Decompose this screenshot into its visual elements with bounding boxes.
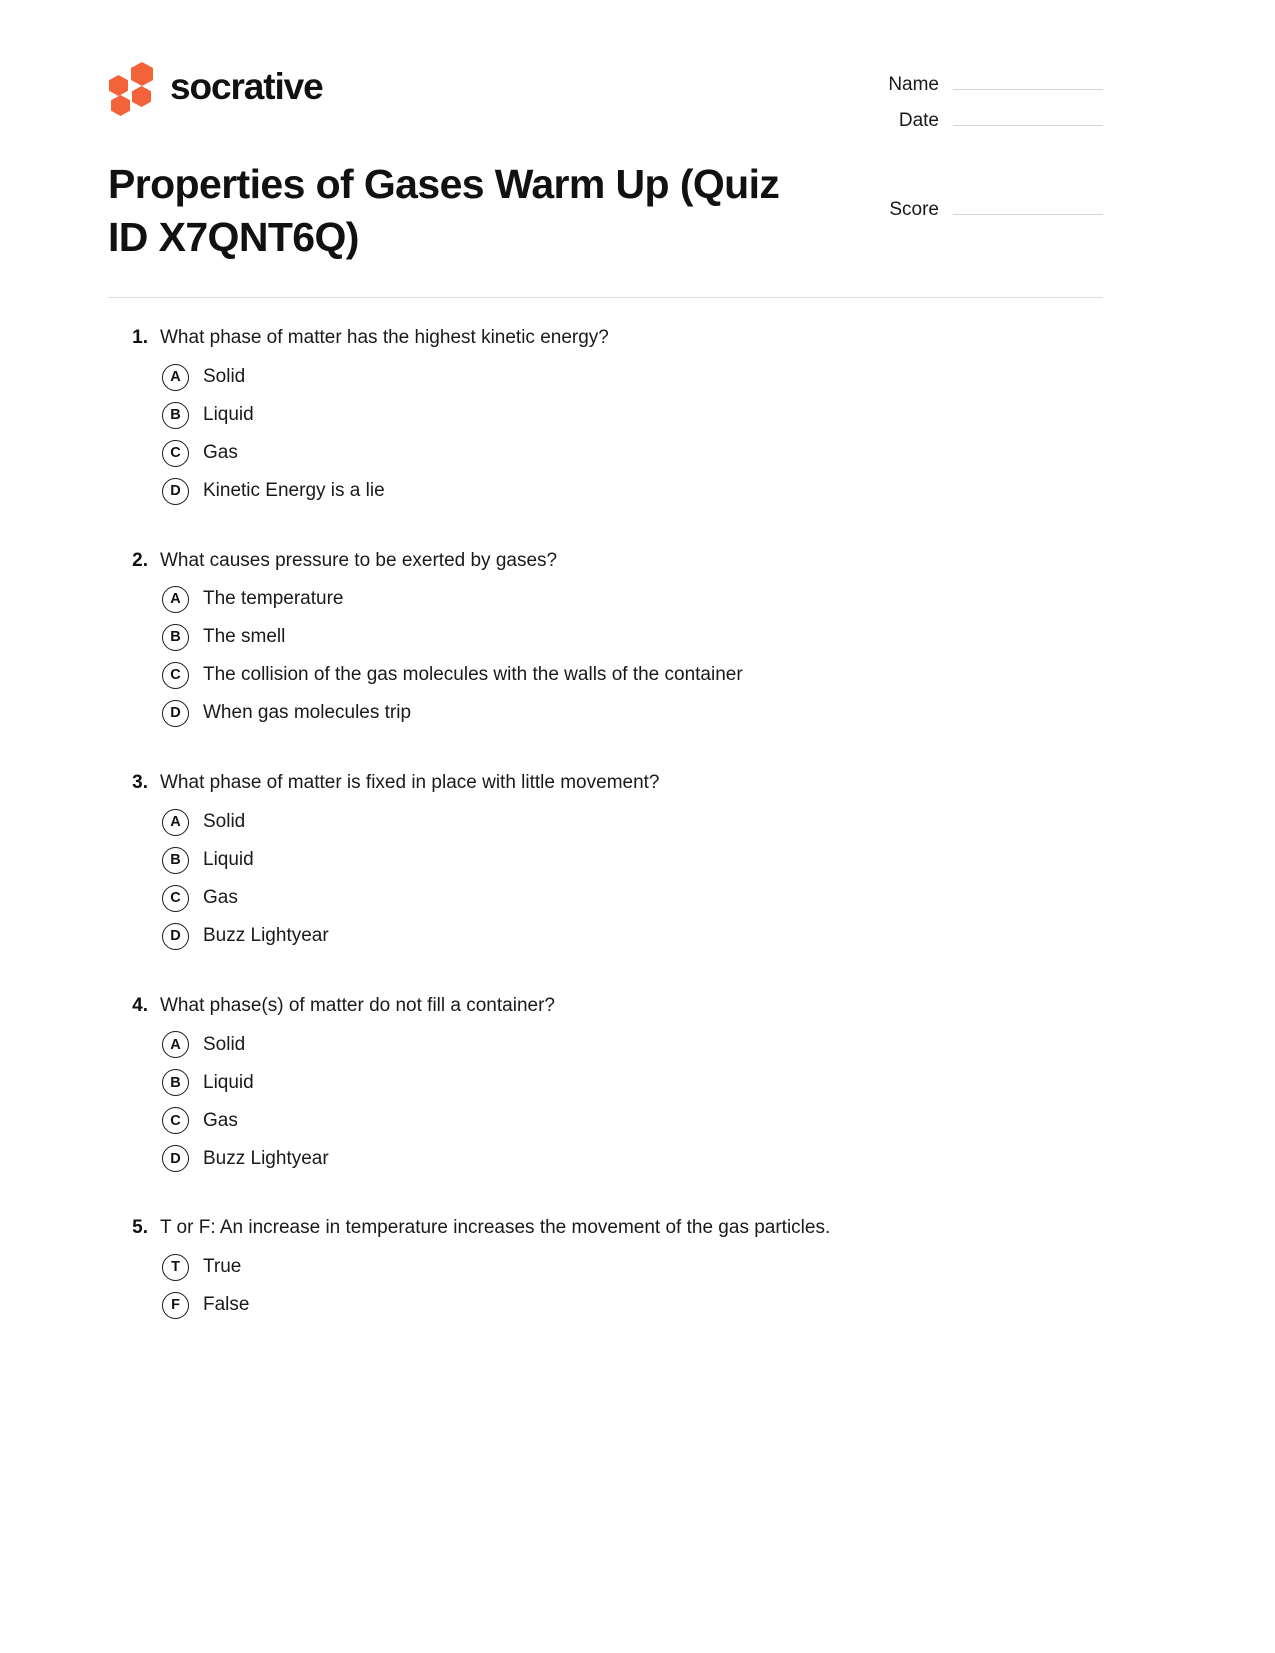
answer-choice[interactable] (108, 1145, 1108, 1172)
question-number: 5. (132, 1217, 148, 1239)
answer-choice[interactable] (108, 1069, 1108, 1096)
answer-bubble-b[interactable]: B (162, 1069, 189, 1096)
question-header (108, 325, 1108, 352)
question-header (108, 1215, 1108, 1242)
question-number: 1. (132, 327, 148, 348)
answer-bubble-a[interactable]: A (162, 1031, 189, 1058)
score-input[interactable] (953, 195, 1103, 215)
answer-bubble-c[interactable]: C (162, 885, 189, 912)
answer-bubble-c[interactable]: C (162, 440, 189, 467)
page-title-line-1: Properties of Gases Warm Up (108, 161, 670, 207)
answer-bubble-t[interactable]: T (162, 1254, 189, 1281)
date-label: Date (898, 110, 939, 131)
answer-choice[interactable] (108, 923, 1108, 950)
page-title-line-2: (Quiz ID X7QNT6Q) (108, 161, 780, 261)
answer-choice-label: The smell (203, 626, 286, 648)
score-field (873, 195, 1103, 231)
page-title (108, 158, 808, 265)
question-number: 4. (132, 994, 148, 1016)
name-input[interactable] (953, 70, 1103, 90)
answer-choice-label: Buzz Lightyear (203, 1147, 329, 1169)
question-number: 3. (132, 772, 148, 794)
hexagon-cluster-icon (108, 62, 154, 114)
hexagon-icon-bottom-left (111, 95, 130, 116)
question-header (108, 770, 1108, 797)
question-block (108, 770, 1108, 950)
answer-choice-label: Solid (203, 365, 246, 387)
answer-choice-label: True (203, 1256, 242, 1278)
answer-bubble-b[interactable]: B (162, 624, 189, 651)
answer-choice-label: Solid (203, 810, 246, 832)
answer-choice[interactable] (108, 662, 1108, 689)
answer-choice[interactable] (108, 885, 1108, 912)
question-number: 2. (132, 549, 148, 571)
question-text: What causes pressure to be exerted by gases? (160, 549, 558, 571)
answer-bubble-d[interactable]: D (162, 700, 189, 727)
answer-bubble-c[interactable]: C (162, 662, 189, 689)
question-list (108, 325, 1108, 1362)
answer-choice[interactable] (108, 809, 1108, 836)
answer-choice-label: The temperature (203, 588, 344, 610)
question-text: What phase(s) of matter do not fill a container? (160, 994, 555, 1016)
answer-choice-label: Gas (203, 441, 238, 463)
question-block (108, 548, 1108, 728)
answer-choice[interactable] (108, 700, 1108, 727)
date-field-row (873, 106, 1103, 132)
answer-bubble-d[interactable]: D (162, 923, 189, 950)
answer-choice[interactable] (108, 586, 1108, 613)
answer-bubble-d[interactable]: D (162, 1145, 189, 1172)
answer-bubble-c[interactable]: C (162, 1107, 189, 1134)
answer-choice-label: False (203, 1294, 250, 1316)
answer-choice-label: Liquid (203, 403, 254, 425)
answer-choice[interactable] (108, 624, 1108, 651)
student-info-fields (873, 70, 1103, 142)
header-divider (108, 297, 1103, 298)
answer-choice[interactable] (108, 402, 1108, 429)
answer-choice[interactable] (108, 440, 1108, 467)
answer-bubble-a[interactable]: A (162, 364, 189, 391)
answer-bubble-b[interactable]: B (162, 847, 189, 874)
answer-bubble-f[interactable]: F (162, 1292, 189, 1319)
answer-choice[interactable] (108, 478, 1108, 505)
question-text: T or F: An increase in temperature increases the movement of the gas particles. (160, 1217, 831, 1239)
answer-bubble-a[interactable]: A (162, 586, 189, 613)
socrative-logo (108, 62, 323, 114)
answer-choice-label: Solid (203, 1033, 246, 1055)
answer-bubble-b[interactable]: B (162, 402, 189, 429)
question-block (108, 993, 1108, 1173)
score-field-row (873, 195, 1103, 221)
question-block (108, 1215, 1108, 1319)
answer-choice-label: Gas (203, 886, 238, 908)
question-header (108, 993, 1108, 1020)
answer-choice[interactable] (108, 1031, 1108, 1058)
name-field-row (873, 70, 1103, 96)
hexagon-icon-middle-right (132, 86, 151, 107)
answer-choice-label: Liquid (203, 848, 254, 870)
answer-choice-label: Buzz Lightyear (203, 924, 329, 946)
answer-choice[interactable] (108, 1107, 1108, 1134)
question-text: What phase of matter has the highest kinetic energy? (160, 327, 609, 348)
question-text: What phase of matter is fixed in place with little movement? (160, 772, 660, 794)
hexagon-icon-top-right (131, 62, 153, 86)
name-label: Name (888, 74, 939, 95)
answer-bubble-d[interactable]: D (162, 478, 189, 505)
answer-choice-label: Liquid (203, 1071, 254, 1093)
question-header (108, 548, 1108, 575)
answer-choice-label: When gas molecules trip (203, 702, 412, 724)
answer-choice[interactable] (108, 1292, 1108, 1319)
answer-choice[interactable] (108, 847, 1108, 874)
answer-choice[interactable] (108, 364, 1108, 391)
answer-choice[interactable] (108, 1254, 1108, 1281)
answer-choice-label: Gas (203, 1109, 238, 1131)
score-label: Score (889, 199, 939, 220)
answer-choice-label: Kinetic Energy is a lie (203, 479, 385, 501)
date-input[interactable] (953, 106, 1103, 126)
answer-choice-label: The collision of the gas molecules with the walls of the container (203, 664, 743, 686)
brand-wordmark: socrative (170, 65, 323, 107)
question-block (108, 325, 1108, 505)
answer-bubble-a[interactable]: A (162, 809, 189, 836)
hexagon-icon-upper-left (109, 75, 128, 96)
